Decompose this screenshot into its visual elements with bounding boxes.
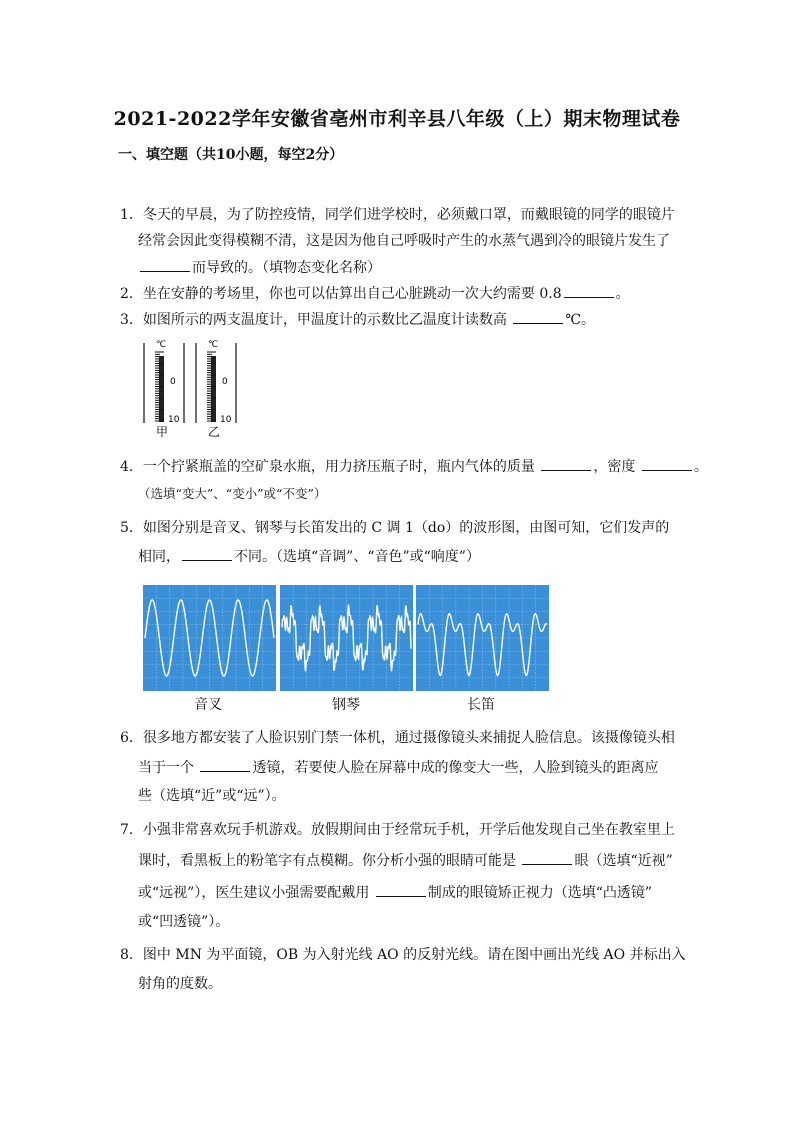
thermometer-yi-figure — [194, 338, 240, 438]
q7-blank-lens[interactable] — [376, 882, 426, 897]
wave-label-tuning-fork: 音叉 — [194, 697, 222, 713]
thermometer-yi-label: 乙 — [208, 425, 221, 438]
wave-tuning-fork — [143, 585, 276, 691]
wave-flute-plot — [416, 585, 549, 691]
page-title: 2021-2022学年安徽省亳州市利辛县八年级（上）期末物理试卷 — [113, 108, 681, 130]
thermometer-jia-zero: 0 — [170, 377, 176, 387]
thermometer-jia — [142, 338, 188, 438]
q3-line: 3．如图所示的两支温度计，甲温度计的示数比乙温度计读数高 ℃。 — [120, 309, 595, 330]
wave-label-piano: 钢琴 — [332, 697, 360, 713]
q2-blank[interactable] — [564, 283, 614, 298]
wave-piano-plot — [280, 585, 413, 691]
thermometer-jia-figure — [142, 338, 188, 438]
q1-line3: 而导致的。（填物态变化名称） — [138, 257, 381, 278]
wave-piano — [280, 585, 413, 691]
wave-tuning-fork-plot — [143, 585, 276, 691]
q3-blank[interactable] — [513, 309, 563, 324]
q6-line3: 些（选填“近”或“远”）。 — [138, 788, 286, 804]
thermometer-yi — [194, 338, 240, 438]
q7-line2: 课时，看黑板上的粉笔字有点模糊。你分析小强的眼睛可能是 眼（选填“近视” — [138, 850, 673, 871]
q5-line2: 相同， 不同。（选填“音调”、“音色”或“响度”） — [138, 546, 480, 567]
q7-line4: 或“凹透镜”）。 — [138, 914, 230, 930]
q4-blank-mass[interactable] — [541, 456, 591, 471]
q7-line1: 7．小强非常喜欢玩手机游戏。放假期间由于经常玩手机，开学后他发现自己坐在教室里上 — [120, 822, 675, 838]
thermometer-yi-ten: 10 — [220, 415, 232, 425]
q5-blank-1[interactable] — [182, 546, 232, 561]
thermometer-yi-zero: 0 — [222, 377, 228, 387]
q6-line1: 6．很多地方都安装了人脸识别门禁一体机，通过摄像镜头来捕捉人脸信息。该摄像镜头相 — [120, 730, 675, 746]
section-heading: 一、填空题（共10小题，每空2分） — [118, 147, 344, 163]
wave-flute — [416, 585, 549, 691]
thermometer-yi-unit: ℃ — [208, 340, 219, 350]
thermometer-jia-unit: ℃ — [156, 340, 167, 350]
q1-line1: 1．冬天的早晨，为了防控疫情，同学们进学校时，必须戴口罩，而戴眼镜的同学的眼镜片 — [120, 207, 675, 223]
q5-line1: 5．如图分别是音叉、钢琴与长笛发出的 C 调 1（do）的波形图，由图可知，它们发声的 — [120, 520, 670, 536]
q7-blank-eye[interactable] — [522, 850, 572, 865]
q7-line3: 或“远视”），医生建议小强需要配戴用 制成的眼镜矫正视力（选填“凸透镜” — [138, 882, 652, 903]
q1-line2: 经常会因此变得模糊不清，这是因为他自己呼吸时产生的水蒸气遇到冷的眼镜片发生了 — [138, 233, 670, 249]
q4-line1: 4．一个拧紧瓶盖的空矿泉水瓶，用力挤压瓶子时，瓶内气体的质量 ，密度 。 — [120, 456, 708, 477]
thermometer-jia-ten: 10 — [168, 415, 180, 425]
thermometer-jia-label: 甲 — [156, 425, 169, 438]
q2-line: 2．坐在安静的考场里，你也可以估算出自己心脏跳动一次大约需要 0.8 。 — [120, 283, 630, 304]
wave-label-flute: 长笛 — [467, 697, 495, 713]
q4-line2: （选填“变大”、“变小”或“不变”） — [138, 486, 327, 501]
q8-line2: 射角的度数。 — [138, 976, 222, 992]
q8-line1: 8．图中 MN 为平面镜，OB 为入射光线 AO 的反射光线。请在图中画出光线 AO 并标出入 — [120, 947, 686, 963]
q1-blank[interactable] — [140, 257, 190, 272]
q6-line2: 当于一个 透镜，若要使人脸在屏幕中成的像变大一些，人脸到镜头的距离应 — [138, 757, 658, 778]
q4-blank-density[interactable] — [642, 456, 692, 471]
q6-blank-lens[interactable] — [200, 757, 250, 772]
